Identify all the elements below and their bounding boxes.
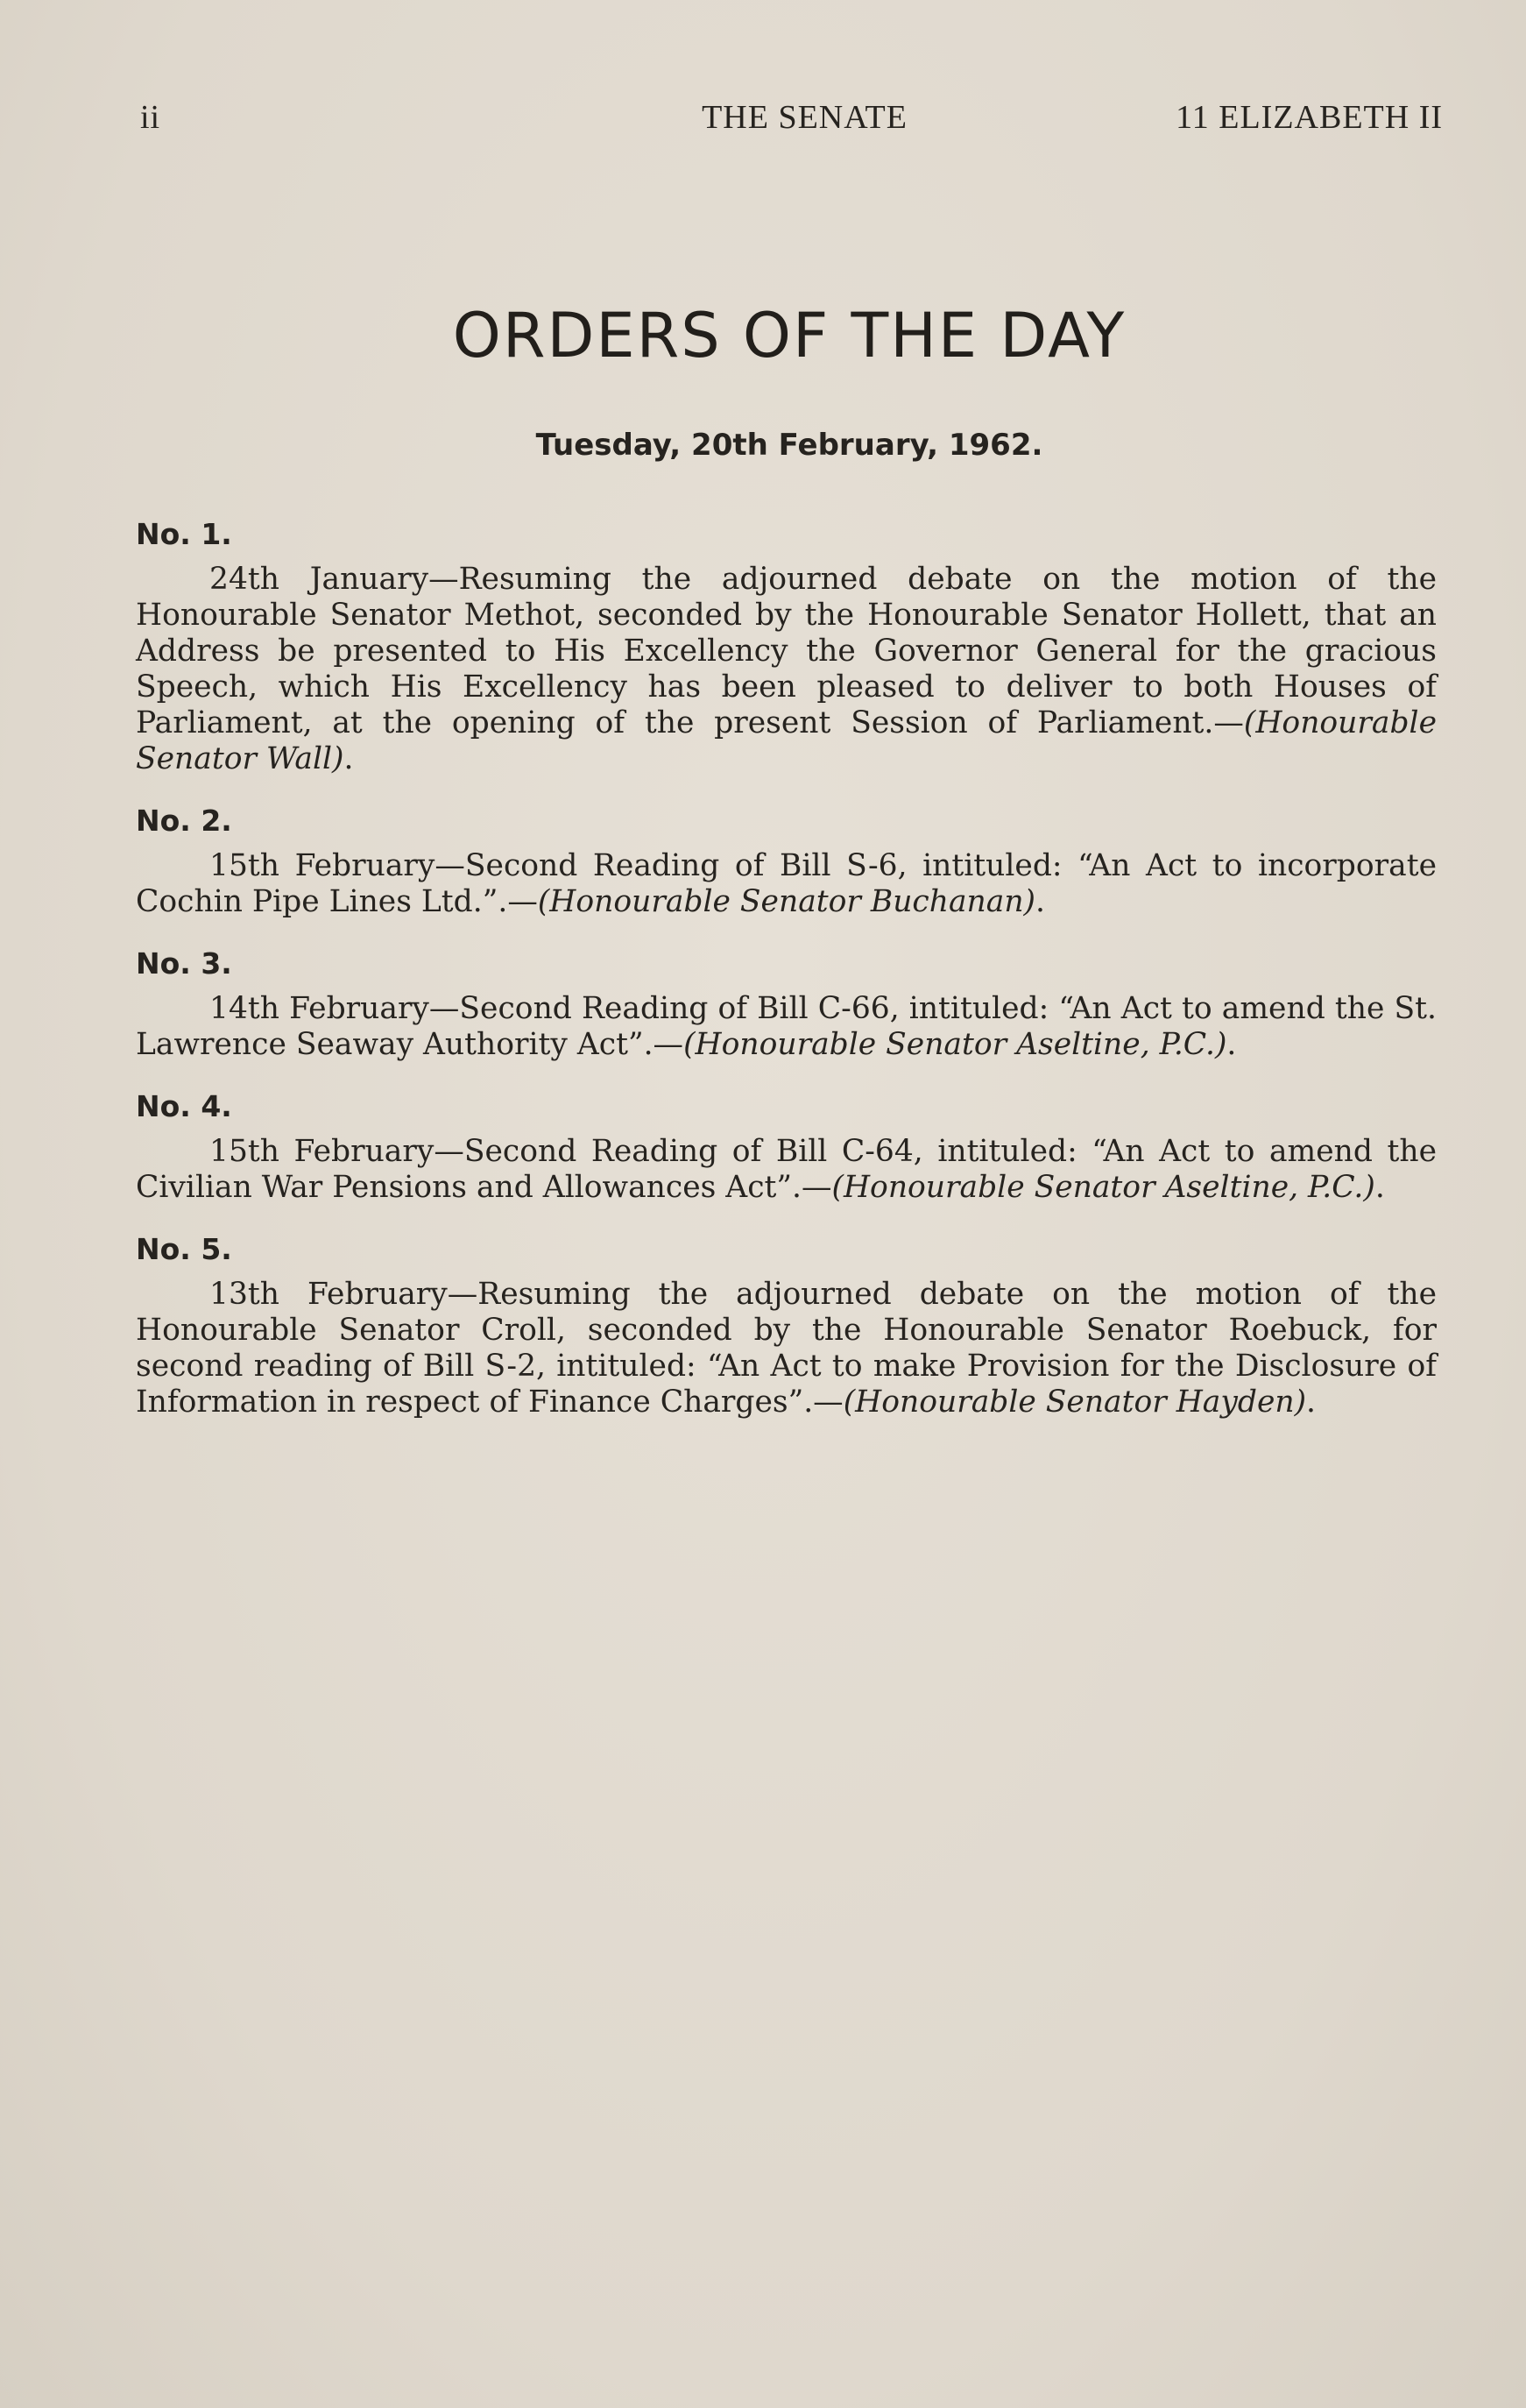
- order-item: [136, 1089, 1437, 1206]
- page-number: ii: [140, 99, 161, 136]
- order-item: [136, 517, 1437, 777]
- order-text: 15th February—Second Reading of Bill S-6, intituled: “An Act to incorporate Cochin Pipe Lines Ltd.”.—(Honourable Senator Buchanan).: [136, 848, 1437, 919]
- page-title: ORDERS OF THE DAY: [452, 300, 1127, 372]
- header-title: THE SENATE: [702, 99, 908, 136]
- running-header: [140, 98, 1443, 137]
- sitting-date: Tuesday, 20th February, 1962.: [535, 428, 1043, 463]
- order-item: [136, 946, 1437, 1063]
- order-sponsor: (Honourable Senator Wall): [136, 705, 1437, 776]
- orders-list: [136, 517, 1437, 1447]
- order-item: [136, 1232, 1437, 1420]
- order-sponsor: (Honourable Senator Aseltine, P.C.): [683, 1027, 1227, 1062]
- regnal-year: 11 ELIZABETH II: [1176, 99, 1443, 136]
- order-text: 13th February—Resuming the adjourned debate on the motion of the Honourable Senator Croll, seconded by the Honourable Senator Roebuck, for second reading of Bill S-2, intituled: “An Act to make Provision for the Disclosure of Information in respect of Finance Charges”.—(Honourable Senator Hayden).: [136, 1277, 1437, 1420]
- order-number: No. 3.: [136, 946, 232, 981]
- order-text: 14th February—Second Reading of Bill C-66, intituled: “An Act to amend the St. Lawrence Seaway Authority Act”.—(Honourable Senator Aseltine, P.C.).: [136, 991, 1437, 1062]
- order-text: 15th February—Second Reading of Bill C-64, intituled: “An Act to amend the Civilian War Pensions and Allowances Act”.—(Honourable Senator Aseltine, P.C.).: [136, 1134, 1437, 1205]
- order-number: No. 1.: [136, 517, 232, 551]
- order-text: 24th January—Resuming the adjourned debate on the motion of the Honourable Senator Methot, seconded by the Honourable Senator Hollett, that an Address be presented to His Excellency the Governor General for the gracious Speech, which His Excellency has been pleased to deliver to both Houses of Parliament, at the opening of the present Session of Parliament.—(Honourable Senator Wall).: [136, 562, 1437, 776]
- order-number: No. 5.: [136, 1232, 232, 1266]
- order-sponsor: (Honourable Senator Aseltine, P.C.): [831, 1170, 1375, 1205]
- order-item: [136, 804, 1437, 920]
- order-sponsor: (Honourable Senator Buchanan): [537, 884, 1035, 919]
- order-number: No. 2.: [136, 804, 232, 838]
- order-sponsor: (Honourable Senator Hayden): [843, 1385, 1307, 1420]
- order-number: No. 4.: [136, 1089, 232, 1123]
